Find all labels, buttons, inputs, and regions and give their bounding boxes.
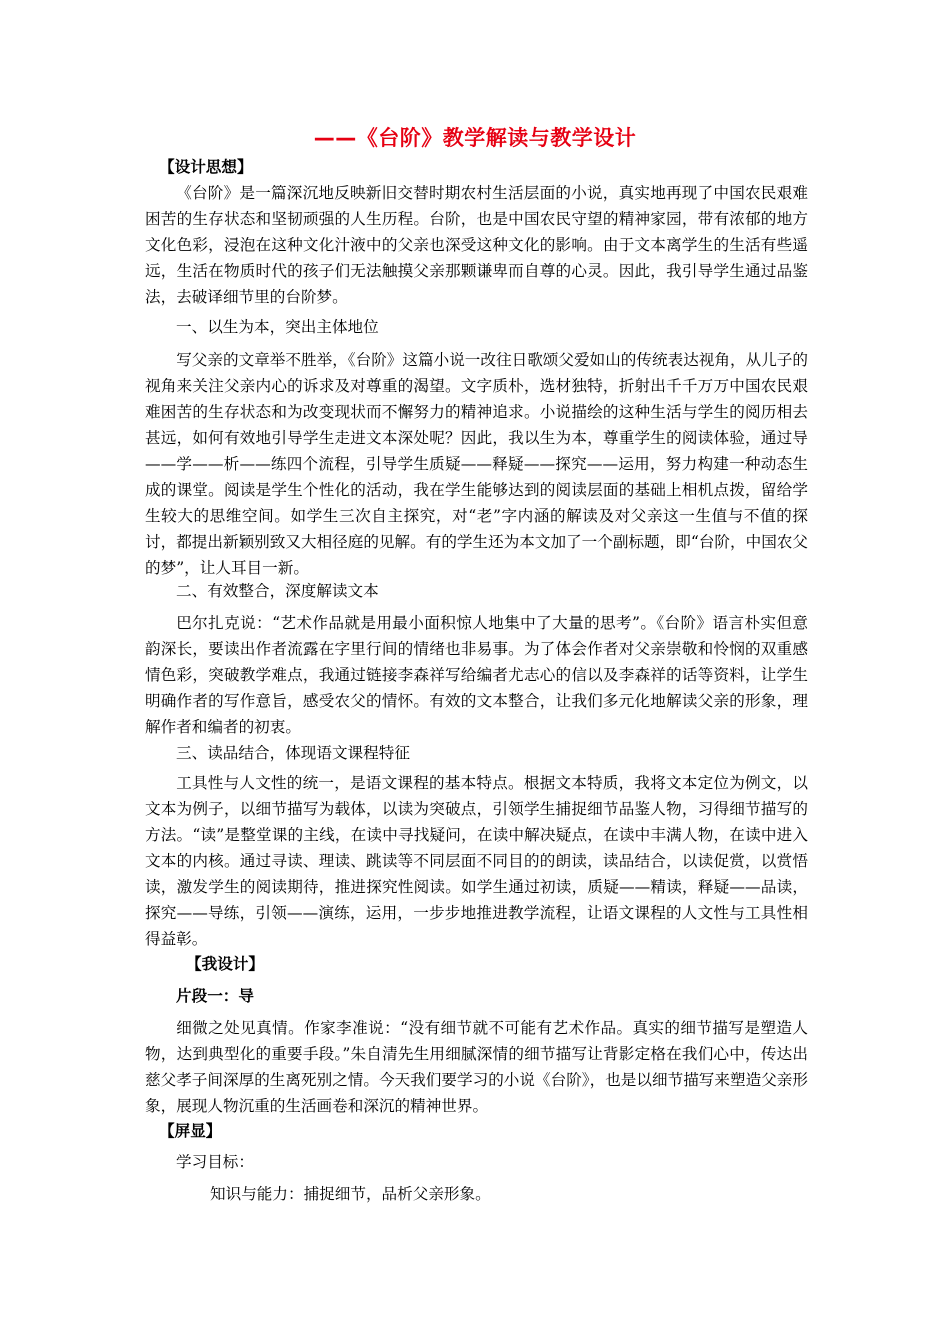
section3-heading: 三、读品结合，体现语文课程特征	[176, 744, 410, 762]
learning-goal-item: 知识与能力：捕捉细节，品析父亲形象。	[210, 1185, 491, 1203]
fragment1-paragraph: 细微之处见真情。作家李准说：“没有细节就不可能有艺术作品。真实的细节描写是塑造人物，达到典型化的重要手段。”朱自清先生用细腻深情的细节描写让背影定格在我们心中，传达出慈父孝子间深厚的生离死别之情。今天我们要学习的小说《台阶》，也是以细节描写来塑造父亲形象，展现人物沉重的生活画卷和深沉的精神世界。	[145, 1019, 808, 1115]
intro-paragraph: 《台阶》是一篇深沉地反映新旧交替时期农村生活层面的小说，真实地再现了中国农民艰难困苦的生存状态和坚韧顽强的人生历程。台阶，也是中国农民守望的精神家园，带有浓郁的地方文化色彩，浸泡在这种文化汁液中的父亲也深受这种文化的影响。由于文本离学生的生活有些遥远，生活在物质时代的孩子们无法触摸父亲那颗谦卑而自尊的心灵。因此，我引导学生通过品鉴法，去破译细节里的台阶梦。	[145, 184, 808, 306]
section2-paragraph: 巴尔扎克说：“艺术作品就是用最小面积惊人地集中了大量的思考”。《台阶》语言朴实但意韵深长，要读出作者流露在字里行间的情绪也非易事。为了体会作者对父亲崇敬和怜悯的双重感情色彩，突破教学难点，我通过链接李森祥写给编者尤志心的信以及李森祥的话等资料，让学生明确作者的写作意旨，感受农父的情怀。有效的文本整合，让我们多元化地解读父亲的形象，理解作者和编者的初衷。	[145, 614, 808, 736]
section3-paragraph: 工具性与人文性的统一，是语文课程的基本特点。根据文本特质，我将文本定位为例文，以文本为例子，以细节描写为载体，以读为突破点，引领学生捕捉细节品鉴人物，习得细节描写的方法。“读”是整堂课的主线，在读中寻找疑问，在读中解决疑点，在读中丰满人物，在读中进入文本的内核。通过寻读、理读、跳读等不同层面不同目的的朗读，读品结合，以读促赏，以赏悟读，激发学生的阅读期待，推进探究性阅读。如学生通过初读，质疑——精读，释疑——品读，探究——导练，引领——演练，运用，一步步地推进教学流程，让语文课程的人文性与工具性相得益彰。	[145, 774, 808, 948]
document-title: ——《台阶》教学解读与教学设计	[313, 126, 637, 150]
section2-heading: 二、有效整合，深度解读文本	[176, 582, 379, 600]
fragment1-heading: 片段一：导	[176, 987, 254, 1005]
my-design-heading: 【我设计】	[186, 955, 264, 973]
screen-heading: 【屏显】	[159, 1122, 222, 1140]
learning-goal-label: 学习目标：	[176, 1153, 254, 1171]
section1-heading: 一、以生为本，突出主体地位	[176, 318, 379, 336]
section1-paragraph: 写父亲的文章举不胜举，《台阶》这篇小说一改往日歌颂父爱如山的传统表达视角，从儿子的视角来关注父亲内心的诉求及对尊重的渴望。文字质朴，选材独特，折射出千千万万中国农民艰难困苦的生存状态和为改变现状而不懈努力的精神追求。小说描绘的这种生活与学生的阅历相去甚远，如何有效地引导学生走进文本深处呢？因此，我以生为本，尊重学生的阅读体验，通过导——学——析——练四个流程，引导学生质疑——释疑——探究——运用，努力构建一种动态生成的课堂。阅读是学生个性化的活动，我在学生能够达到的阅读层面的基础上相机点拨，留给学生较大的思维空间。如学生三次自主探究，对“老”字内涵的解读及对父亲这一生值与不值的探讨，都提出新颖别致又大相径庭的见解。有的学生还为本文加了一个副标题，即“台阶，中国农父的梦”，让人耳目一新。	[145, 351, 808, 577]
design-thought-heading: 【设计思想】	[159, 158, 253, 176]
